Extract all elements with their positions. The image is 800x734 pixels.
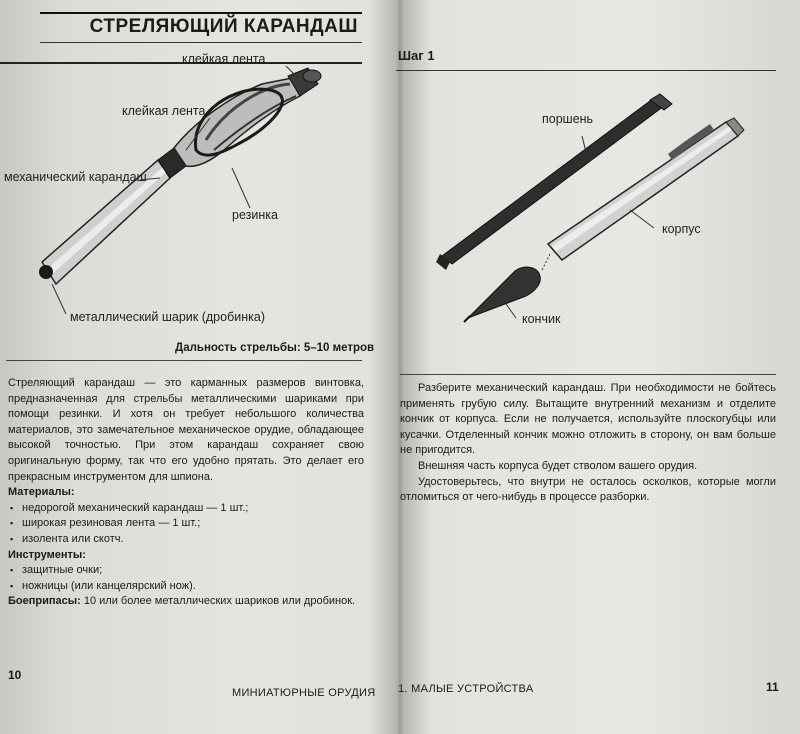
tools-list [8,563,364,594]
step-heading: Шаг 1 [398,48,435,63]
list-item: ▪ недорогой механический карандаш — 1 шт.; [8,501,364,517]
right-page [392,0,800,734]
list-item: ▪ защитные очки; [8,563,364,579]
page-title: СТРЕЛЯЮЩИЙ КАРАНДАШ [89,16,358,37]
paragraph: Удостоверьтесь, что внутри не осталось осколков, которые могли отломиться от чего-нибудь в процессе разборки. [400,475,776,504]
materials-heading: Материалы: [8,486,75,499]
paragraph: Внешняя часть корпуса будет стволом вашего орудия. [418,459,698,472]
left-body-text [8,376,364,610]
label-pencil: механический карандаш [4,170,147,184]
label-tip: кончик [522,312,561,326]
label-piston: поршень [542,112,594,126]
materials-list [8,501,364,548]
left-page [0,0,392,734]
paragraph: Разберите механический карандаш. При необходимости не бойтесь применять грубую силу. Вытащите внутренний механизм и отделите кончик от корпуса. Если не получается, используйте плоскогубцы или кусачки. Отделенный кончик можно отложить в сторону, он вам больше не пригодится. [400,382,776,457]
right-page-number: 11 [766,680,779,694]
range-rule [6,360,362,361]
range-caption: Дальность стрельбы: 5–10 метров [175,342,375,354]
intro-paragraph: Стреляющий карандаш — это карманных размеров винтовка, предназначенная для стрельбы металлическими шариками при помощи резинки. И хотя он требует небольшого количества материалов, это замечательное механическое орудие, обладающее высокой точностью. При этом карандаш сохраняет свою оригинальную форму, так что его удобно прятать. Это делает его прекрасным инструментом для шпиона. [8,377,364,483]
label-tape-mid: клейкая лента [122,104,206,118]
left-footer: МИНИАТЮРНЫЕ ОРУДИЯ [232,687,376,699]
body-drawing [548,118,744,260]
list-item: ▪ изолента или скотч. [8,532,364,548]
list-item: ▪ ножницы (или канцелярский нож). [8,579,364,595]
ammo-line [8,594,364,610]
ammo-text: 10 или более металлических шариков или дробинок. [80,595,356,608]
right-footer: 1. МАЛЫЕ УСТРОЙСТВА [398,683,534,695]
list-item: ▪ широкая резиновая лента — 1 шт.; [8,516,364,532]
left-page-number: 10 [8,668,22,682]
right-body-text [400,374,776,506]
tools-heading: Инструменты: [8,548,86,561]
ammo-heading: Боеприпасы: [8,595,81,608]
label-body: корпус [662,222,701,236]
label-rubber: резинка [232,208,278,222]
label-tape-top: клейкая лента [182,52,266,66]
disassembled-pencil-illustration [392,60,800,360]
label-ball: металлический шарик (дробинка) [70,310,265,324]
